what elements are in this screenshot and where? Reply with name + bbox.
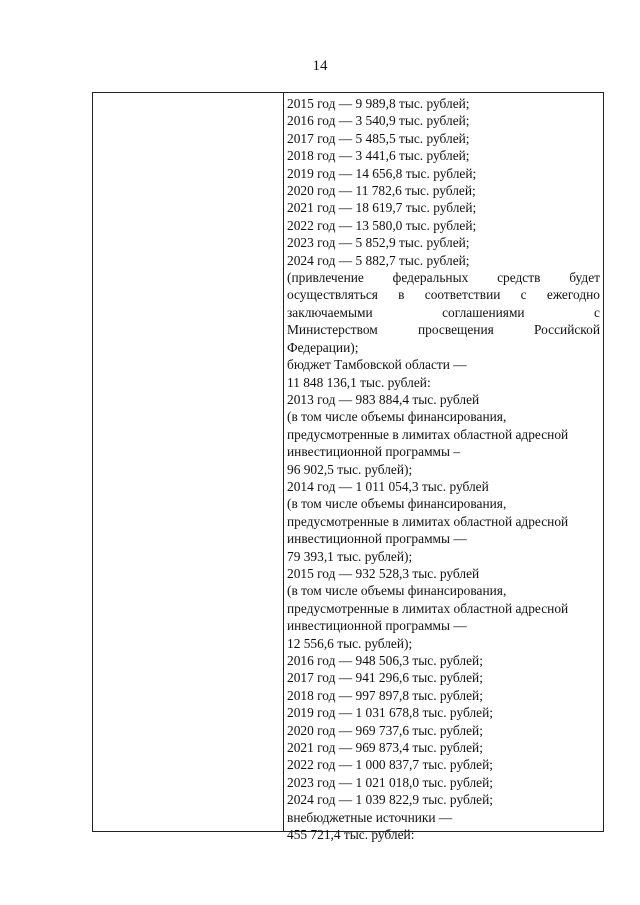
text-line: 2024 год — 1 039 822,9 тыс. рублей; [287, 792, 493, 808]
text-line: (в том числе объемы финансирования, [287, 583, 507, 599]
text-line: 2019 год — 1 031 678,8 тыс. рублей; [287, 705, 493, 721]
text-line: 96 902,5 тыс. рублей); [287, 461, 413, 477]
text-line: 2015 год — 9 989,8 тыс. рублей; [287, 96, 470, 111]
text-line: бюджет Тамбовской области — [287, 357, 467, 373]
text-line: 2020 год — 969 737,6 тыс. рублей; [287, 722, 483, 738]
text-line: инвестиционной программы – [287, 444, 461, 460]
text-line: 2022 год — 1 000 837,7 тыс. рублей; [287, 757, 493, 773]
text-line: 2019 год — 14 656,8 тыс. рублей; [287, 165, 477, 181]
text-line: 11 848 136,1 тыс. рублей: [287, 374, 431, 390]
text-line: 79 393,1 тыс. рублей); [287, 548, 413, 564]
financing-text-cell [287, 95, 600, 843]
text-line: (привлечение федеральных средств будет [287, 270, 600, 286]
text-line: (в том числе объемы финансирования, [287, 496, 507, 512]
page-number: 14 [312, 58, 328, 74]
text-line: 2015 год — 932 528,3 тыс. рублей [287, 565, 480, 581]
table-column-divider [283, 92, 284, 832]
text-line: Федерации); [287, 339, 359, 355]
text-line: 2020 год — 11 782,6 тыс. рублей; [287, 183, 476, 199]
text-line: осуществляться в соответствии с ежегодно [287, 287, 600, 303]
text-line: (в том числе объемы финансирования, [287, 409, 507, 425]
text-line: 2017 год — 941 296,6 тыс. рублей; [287, 670, 483, 686]
text-line: 2024 год — 5 882,7 тыс. рублей; [287, 252, 470, 268]
text-line: 2014 год — 1 011 054,3 тыс. рублей [287, 478, 489, 494]
text-line: 2013 год — 983 884,4 тыс. рублей [287, 391, 480, 407]
text-line: 2017 год — 5 485,5 тыс. рублей; [287, 130, 470, 146]
text-line: 2018 год — 3 441,6 тыс. рублей; [287, 148, 470, 164]
text-line: 12 556,6 тыс. рублей); [287, 635, 413, 651]
text-line: предусмотренные в лимитах областной адресной [287, 513, 569, 529]
text-line: 2023 год — 5 852,9 тыс. рублей; [287, 235, 470, 251]
text-line: внебюджетные источники — [287, 809, 453, 825]
text-line: предусмотренные в лимитах областной адресной [287, 600, 569, 616]
text-line: предусмотренные в лимитах областной адресной [287, 426, 569, 442]
text-line: 2016 год — 948 506,3 тыс. рублей; [287, 653, 483, 668]
text-line: 2021 год — 969 873,4 тыс. рублей; [287, 740, 483, 756]
text-line: 2023 год — 1 021 018,0 тыс. рублей; [287, 774, 493, 790]
text-line: 2016 год — 3 540,9 тыс. рублей; [287, 113, 470, 129]
text-line: 455 721,4 тыс. рублей: [287, 827, 415, 843]
text-line: заключаемыми соглашениями с [287, 304, 600, 320]
text-line: инвестиционной программы — [287, 618, 467, 634]
text-line: 2018 год — 997 897,8 тыс. рублей; [287, 687, 483, 703]
text-line: 2021 год — 18 619,7 тыс. рублей; [287, 200, 477, 216]
text-line: 2022 год — 13 580,0 тыс. рублей; [287, 217, 477, 233]
text-line: инвестиционной программы — [287, 531, 467, 547]
text-line: Министерством просвещения Российской [287, 322, 600, 338]
